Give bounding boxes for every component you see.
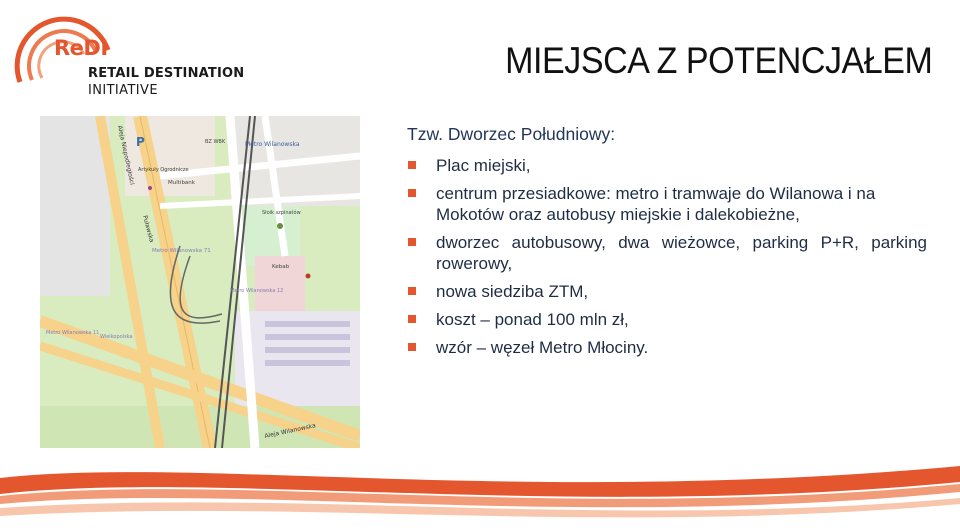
map-image <box>40 116 360 448</box>
redi-logo <box>10 2 250 102</box>
slide-title: MIEJSCA Z POTENCJAŁEM <box>504 40 932 81</box>
map-label: P <box>136 135 145 149</box>
list-item-text: koszt – ponad 100 mln zł, <box>436 310 629 329</box>
bullet-square-icon <box>408 161 416 169</box>
map-label: Metro Wilanowska 71 <box>152 248 211 254</box>
poi-icon <box>306 274 311 279</box>
logo-line-2: INITIATIVE <box>88 83 158 98</box>
map-label: Metro Wilanowska <box>245 141 300 148</box>
bullet-square-icon <box>408 315 416 323</box>
map-label: Puławska <box>141 214 156 244</box>
list-item <box>407 281 927 302</box>
logo-mark: ReDI <box>54 36 108 60</box>
list-item <box>407 183 927 225</box>
list-item-text: wzór – węzeł Metro Młociny. <box>436 338 649 357</box>
map-label: Multibank <box>168 180 195 186</box>
street-map <box>40 116 360 448</box>
logo-line-1: RETAIL DESTINATION <box>88 66 245 81</box>
bullet-square-icon <box>408 287 416 295</box>
bullet-square-icon <box>408 343 416 351</box>
map-label: Kebab <box>272 264 290 270</box>
bullet-square-icon <box>408 189 416 197</box>
bullet-square-icon <box>408 238 416 246</box>
list-item-text: dworzec autobusowy, dwa wieżowce, parking P+R, parking rowerowy, <box>436 233 927 273</box>
map-label: Aleja Niepodległości <box>116 124 136 186</box>
map-label: Słoik szpinatów <box>262 210 301 216</box>
bullet-list <box>407 155 927 358</box>
list-item <box>407 155 927 176</box>
list-item <box>407 309 927 330</box>
decorative-waves <box>0 458 960 530</box>
lead-text: Tzw. Dworzec Południowy: <box>407 124 616 144</box>
poi-icon <box>148 186 152 190</box>
map-label: Wielkopolska <box>100 334 133 340</box>
map-label: Aleja Wilanowska <box>263 422 317 440</box>
map-label: Metro Wilanowska 12 <box>230 288 284 294</box>
list-item <box>407 337 927 358</box>
list-item-text: nowa siedziba ZTM, <box>436 282 589 301</box>
content-panel <box>407 124 927 365</box>
list-item <box>407 232 927 274</box>
map-label: BZ WBK <box>205 139 226 145</box>
tree-icon <box>277 223 283 229</box>
map-label: Artykuły Ogrodnicze <box>138 167 189 173</box>
map-label: Metro Wilanowska 11 <box>46 330 100 336</box>
list-item-text: centrum przesiadkowe: metro i tramwaje do Wilanowa i na Mokotów oraz autobusy miejskie i dalekobieżne, <box>436 184 876 224</box>
list-item-text: Plac miejski, <box>436 156 531 175</box>
